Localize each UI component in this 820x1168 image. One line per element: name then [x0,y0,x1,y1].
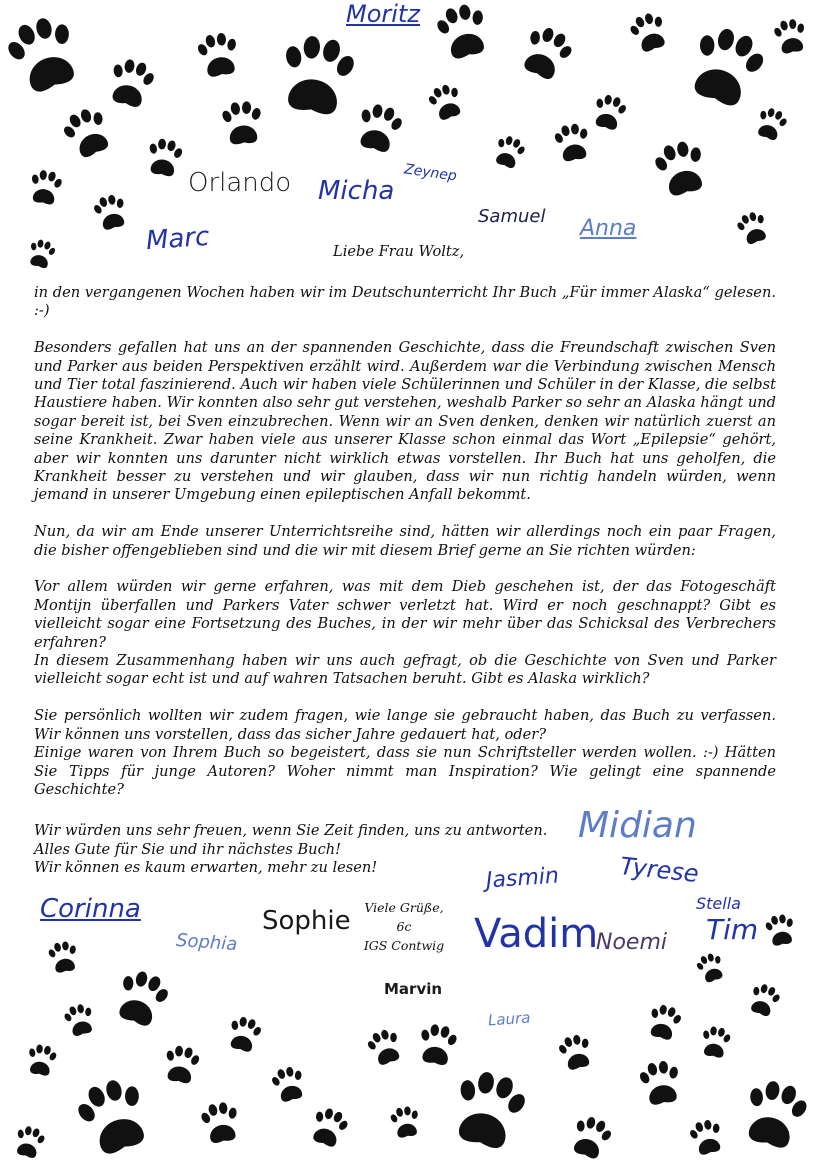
paw-print-icon [552,121,593,163]
signature-moritz: Moritz [346,0,420,28]
signature-micha: Micha [318,176,395,206]
paw-print-icon [104,55,159,110]
paw-print-icon [490,132,528,171]
signature-sophie: Sophie [262,906,351,936]
signature-corinna: Corinna [40,894,141,924]
letter-paragraph: Nun, da wir am Ende unserer Unterrichtsreihe sind, hätten wir allerdings noch ein paar Fragen, die bisher offengeblieben sind und die wir mit diesem Brief gerne an Sie richten würden: [34,523,776,559]
paw-print-icon [91,192,131,233]
paw-print-icon [752,104,790,143]
signature-vadim: Vadim [474,911,599,957]
paw-print-icon [745,980,783,1019]
paw-print-icon [445,1065,532,1153]
signature-noemi: Noemi [596,930,667,955]
greeting-class: 6c [396,919,412,934]
signature-jasmin: Jasmin [485,863,560,894]
paw-print-icon [269,1064,309,1105]
letter-body [34,284,776,799]
paw-print-icon [693,950,727,985]
paw-print-icon [737,1075,813,1152]
paw-print-icon [61,1001,97,1038]
paw-print-icon [46,939,80,974]
paw-print-icon [161,1043,202,1085]
signature-laura: Laura [487,1008,531,1030]
closing-line: Alles Gute für Sie und ihr nächstes Buch! [34,840,342,858]
paw-print-icon [11,1123,47,1160]
letter-paragraph: Besonders gefallen hat uns an der spannenden Geschichte, dass die Freundschaft zwischen Sven und Parker aus beiden Perspektiven erzählt wird. Außerdem war die Verbindung zwischen Mensch und Tier total faszinierend. Auch wir haben viele Schülerinnen und Schüler in der Klasse, die selbst Haustiere haben. Wir konnten also sehr gut verstehen, weshalb Parker so sehr an Alaska hängt und sogar bereit ist, bei Sven einzubrechen. Wenn wir an Sven denken, denken wir natürlich zuerst an seine Krankheit. Zwar haben viele aus unserer Klasse schon einmal das Wort „Epilepsie“ gehört, aber wir konnten uns darunter nicht wirklich etwas vorstellen. Ihr Buch hat uns geholfen, die Krankheit besser zu verstehen und wir glauben, dass wir nun richtig handeln würden, wenn jemand in unserer Umgebung einen epileptischen Anfall bekommt. [34,339,776,504]
paw-print-icon [734,208,772,247]
paw-print-icon [274,31,360,118]
paw-print-icon [589,92,629,133]
signature-zeynep: Zeynep [403,161,458,185]
paw-print-icon [432,0,494,62]
signature-stella: Stella [696,894,741,913]
greeting-line: Viele Grüße, [364,900,444,915]
paw-print-icon [224,1014,264,1055]
letter-salutation: Liebe Frau Woltz, [333,243,465,260]
paw-print-icon [110,965,175,1031]
paw-print-icon [0,10,87,99]
paw-print-icon [681,20,772,112]
paw-print-icon [388,1104,422,1139]
greeting-school: IGS Contwig [363,938,445,953]
paw-print-icon [220,100,265,146]
paw-print-icon [306,1104,352,1150]
paw-print-icon [556,1032,596,1073]
letter-paragraph: In diesem Zusammenhang haben wir uns auch gefragt, ob die Geschichte von Sven und Parker vielleicht sogar echt ist und auf wahren Tatsachen beruht. Gibt es Alaska wirklich? [34,652,776,688]
signature-tim: Tim [706,913,759,946]
letter-paragraph: Sie persönlich wollten wir zudem fragen, wie lange sie gebraucht haben, das Buch zu verfassen. Wir können uns vorstellen, dass das sicher Jahre gedauert hat, oder? [34,707,776,743]
signature-marvin: Marvin [384,980,443,998]
signature-midian: Midian [578,805,697,846]
signature-orlando: Orlando [188,168,292,198]
paw-print-icon [515,21,578,85]
paw-print-icon [198,1100,243,1145]
letter-paragraph: Einige waren von Ihrem Buch so begeistert, dass sie nun Schriftsteller werden wollen. :-) Hätten Sie Tipps für junge Autoren? Woher nimmt man Inspiration? Wie gelingt eine spannende Geschichte? [34,744,776,798]
letter-closing [34,822,547,878]
paw-print-icon [57,103,116,163]
letter-paragraph: Vor allem würden wir gerne erfahren, was mit dem Dieb geschehen ist, der das Fotogeschäft Montijn überfallen und Parkers Vater schwer verletzt hat. Wird er noch geschnappt? Gibt es vielleicht sogar eine Fortsetzung des Buches, in der wir mehr über das Schicksal des Verbrechers erfahren? [34,578,776,651]
signature-anna: Anna [580,216,637,241]
paw-print-icon [763,912,797,947]
paw-print-icon [70,1072,158,1161]
signature-sophia: Sophia [175,929,239,956]
paw-print-icon [144,136,185,178]
closing-line: Wir würden uns sehr freuen, wenn Sie Zeit finden, uns zu antworten. [34,822,548,839]
paw-print-icon [364,1026,406,1068]
paw-print-icon [650,137,712,200]
paw-print-icon [687,1117,727,1158]
paw-print-icon [352,100,407,155]
closing-line: Wir können es kaum erwarten, mehr zu lesen! [34,859,378,876]
letter-greeting [352,898,456,955]
paw-print-icon [636,1058,684,1107]
paw-print-icon [25,237,58,270]
paw-print-icon [566,1112,616,1162]
paw-print-icon [771,17,809,55]
paw-print-icon [415,1022,460,1067]
signature-marc: Marc [145,221,211,257]
signature-tyrese: Tyrese [618,851,700,889]
signature-samuel: Samuel [478,206,546,227]
paw-print-icon [425,81,467,123]
paw-print-icon [699,1024,733,1059]
paw-print-icon [194,30,242,79]
paw-print-icon [644,1002,684,1043]
paw-print-icon [25,1042,59,1077]
paw-print-icon [626,9,672,55]
paw-print-icon [27,168,65,206]
letter-paragraph: in den vergangenen Wochen haben wir im Deutschunterricht Ihr Buch „Für immer Alaska“ gelesen. :-) [34,284,776,320]
